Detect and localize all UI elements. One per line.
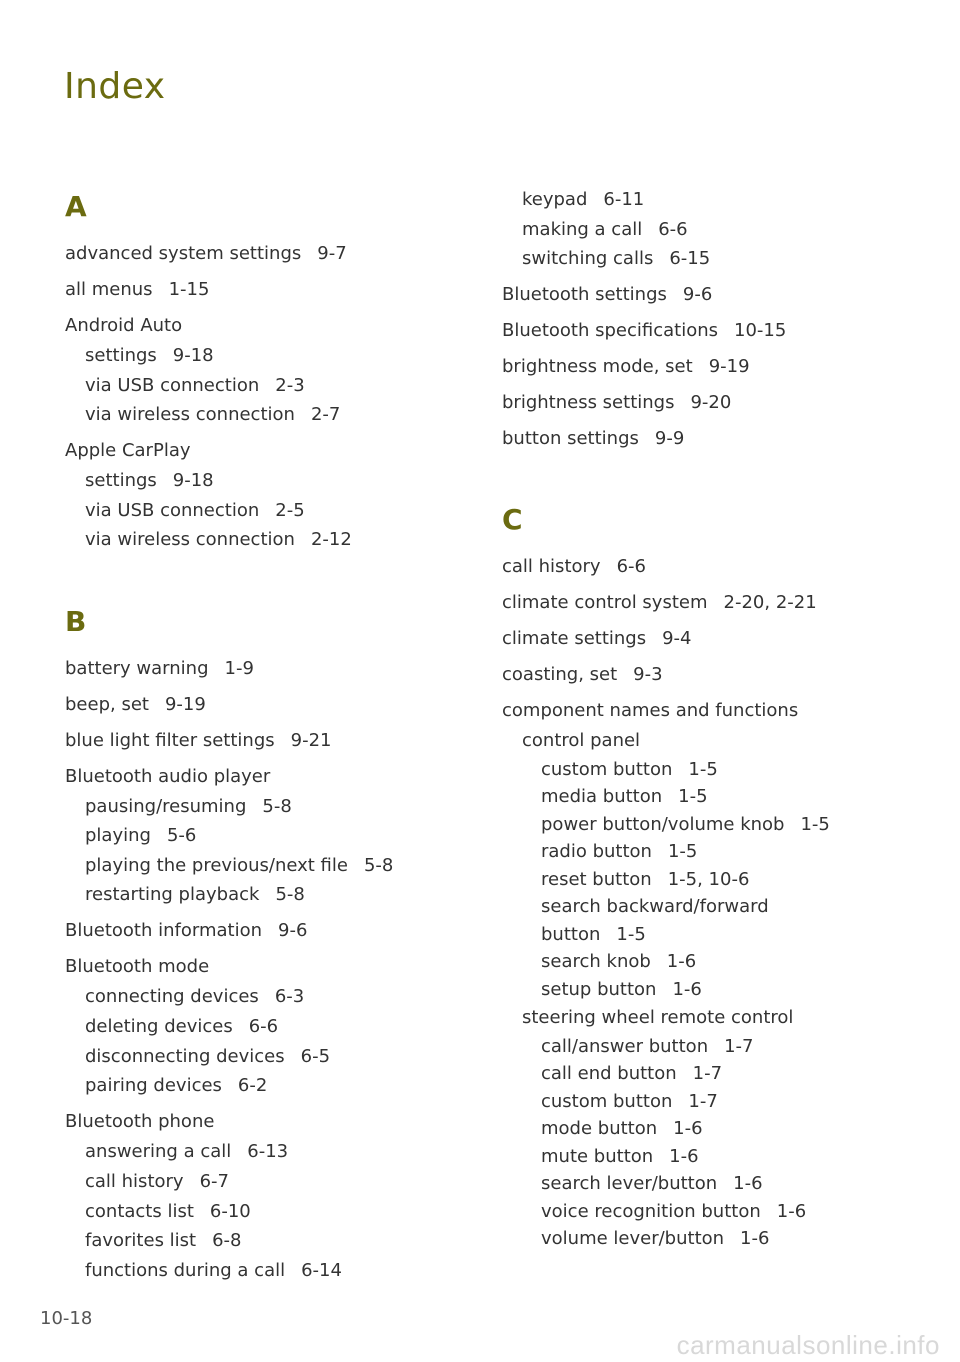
entry-term: pairing devices xyxy=(85,1075,222,1097)
subentry xyxy=(85,982,465,1012)
entry-term: coasting, set xyxy=(502,664,618,686)
subentry xyxy=(85,525,465,555)
entry-page: 1-5 xyxy=(667,868,698,890)
subentry xyxy=(522,244,902,274)
entry-page: 6-7 xyxy=(199,1170,229,1192)
subsubentry xyxy=(541,1060,902,1088)
entry-page: 1-15 xyxy=(168,279,210,300)
index-entry xyxy=(65,762,465,792)
subentry-list xyxy=(65,466,465,555)
subentry xyxy=(85,371,465,401)
subsubentry xyxy=(541,783,902,811)
entry-term: search backward/forward xyxy=(541,896,769,918)
entry-term: pausing/resuming xyxy=(85,795,247,817)
section-letter-c: C xyxy=(502,503,523,537)
entry-page: 6-6 xyxy=(616,556,646,578)
entry-term: custom button xyxy=(541,758,673,780)
entry-page: 9-20 xyxy=(690,392,732,414)
entry-term: via wireless connection xyxy=(85,529,295,551)
entry-page: 1-6 xyxy=(673,1118,703,1140)
subentry xyxy=(85,1167,465,1197)
entry-page: 5-8 xyxy=(363,854,394,876)
section-letter-b: B xyxy=(65,604,87,638)
entry-page: 1-6 xyxy=(666,951,697,973)
entry-page: 9-9 xyxy=(654,428,685,450)
entry-term: Bluetooth specifications xyxy=(502,320,718,342)
index-entry xyxy=(502,424,902,454)
entry-term: button settings xyxy=(502,428,639,450)
entry-term: mute button xyxy=(541,1145,654,1167)
subentry xyxy=(85,851,465,881)
entry-term: radio button xyxy=(541,841,652,863)
entry-page: 9-3 xyxy=(633,664,663,686)
entry-term: steering wheel remote control xyxy=(522,1007,794,1029)
entry-page: 9-18 xyxy=(172,470,214,492)
entry-page: 6-6 xyxy=(248,1016,279,1038)
index-entry xyxy=(65,690,465,720)
entry-page: 1-5 xyxy=(800,813,830,835)
subentry xyxy=(85,400,465,430)
entry-page: 6-11 xyxy=(603,189,645,210)
entry-term: contacts list xyxy=(85,1200,194,1222)
entry-term: beep, set xyxy=(65,693,149,715)
entry-page: 6-14 xyxy=(301,1259,342,1281)
index-column-left xyxy=(65,185,465,1292)
entry-page: 2-3 xyxy=(275,374,305,396)
page-number: 10-18 xyxy=(40,1308,93,1329)
entry-term: playing xyxy=(85,825,151,847)
index-column-right xyxy=(502,185,902,1259)
entry-page: 9-18 xyxy=(172,345,214,366)
entry-term: call history xyxy=(502,556,601,578)
subentry xyxy=(85,1256,465,1286)
entry-term: call history xyxy=(85,1170,184,1192)
entry-page: 1-5 xyxy=(678,786,708,808)
entry-page: 1-6 xyxy=(733,1173,763,1195)
entry-page: 6-10 xyxy=(209,1200,251,1222)
subentry xyxy=(85,341,465,371)
entry-term: battery warning xyxy=(65,657,209,679)
entry-page: 1-6 xyxy=(669,1145,699,1167)
index-entry xyxy=(502,588,902,618)
entry-term: media button xyxy=(541,786,663,808)
subsubentry xyxy=(541,976,902,1004)
entry-page: 1-7 xyxy=(688,1090,718,1112)
subsubentry xyxy=(541,1170,902,1198)
subsubentry xyxy=(541,893,902,921)
page-separator: , xyxy=(764,592,776,614)
index-entry xyxy=(502,660,902,690)
entry-page: 6-5 xyxy=(300,1045,331,1067)
subentry-list xyxy=(65,982,465,1100)
entry-term: favorites list xyxy=(85,1230,197,1252)
entry-term: via USB connection xyxy=(85,499,260,521)
subentry xyxy=(522,215,902,245)
entry-term: search lever/button xyxy=(541,1173,718,1195)
index-entry xyxy=(65,275,465,305)
entry-term: Apple CarPlay xyxy=(65,440,191,462)
entry-term: via wireless connection xyxy=(85,404,295,426)
entry-term: playing the previous/next file xyxy=(85,854,348,876)
entry-term: mode button xyxy=(541,1118,658,1140)
subentry-list xyxy=(65,1137,465,1285)
subsubentry-list xyxy=(522,756,902,1004)
entry-term: reset button xyxy=(541,868,652,890)
entry-page: 9-6 xyxy=(682,284,713,306)
entry-page: 6-6 xyxy=(658,218,688,240)
subentry-list-continued xyxy=(502,185,902,274)
index-entry xyxy=(502,352,902,382)
subentry xyxy=(85,1197,465,1227)
index-entry xyxy=(502,316,902,346)
subentry-list xyxy=(65,792,465,910)
entry-page: 9-21 xyxy=(290,729,332,751)
entry-page: 1-5 xyxy=(667,841,698,863)
entry-term: search knob xyxy=(541,951,651,973)
entry-term: keypad xyxy=(522,189,588,210)
entry-page: 9-19 xyxy=(164,693,206,715)
entry-page: 5-6 xyxy=(166,825,197,847)
entry-page: 6-3 xyxy=(274,986,305,1008)
subentry-list xyxy=(65,341,465,430)
index-entry xyxy=(65,239,465,269)
entry-term: functions during a call xyxy=(85,1259,286,1281)
entry-page: 6-15 xyxy=(669,248,711,270)
subentry xyxy=(85,792,465,822)
subsubentry xyxy=(541,948,902,976)
subentry xyxy=(85,1012,465,1042)
entry-page: 6-13 xyxy=(247,1141,289,1163)
index-entry xyxy=(65,311,465,341)
entry-page: 2-20 xyxy=(723,592,765,614)
entry-term: custom button xyxy=(541,1090,673,1112)
entry-term: call end button xyxy=(541,1063,677,1085)
subentry xyxy=(85,1071,465,1101)
subsubentry xyxy=(541,1198,902,1226)
subsubentry xyxy=(541,1143,902,1171)
entry-term: Bluetooth information xyxy=(65,920,262,942)
entry-term: brightness mode, set xyxy=(502,356,693,378)
entry-term: making a call xyxy=(522,218,643,240)
entry-term: advanced system settings xyxy=(65,243,302,264)
entry-page: 1-6 xyxy=(672,978,702,1000)
entry-term: via USB connection xyxy=(85,374,260,396)
subsubentry xyxy=(541,1115,902,1143)
page-title: Index xyxy=(64,66,166,107)
entry-page: 2-21 xyxy=(775,592,817,614)
subentry xyxy=(522,185,902,215)
entry-term: blue light filter settings xyxy=(65,729,275,751)
subentry xyxy=(522,726,902,756)
entry-term: power button/volume knob xyxy=(541,813,785,835)
index-entry xyxy=(65,436,465,466)
entry-term: restarting playback xyxy=(85,884,260,906)
entry-term: Bluetooth phone xyxy=(65,1111,215,1133)
entry-term: Bluetooth settings xyxy=(502,284,667,306)
subentry xyxy=(85,496,465,526)
entry-page: 5-8 xyxy=(262,795,292,817)
page-separator: , xyxy=(697,868,709,890)
index-entry xyxy=(65,654,465,684)
entry-page: 6-2 xyxy=(237,1075,268,1097)
index-entry xyxy=(502,624,902,654)
entry-term: component names and functions xyxy=(502,700,799,722)
entry-term: call/answer button xyxy=(541,1035,709,1057)
subsubentry xyxy=(541,811,902,839)
entry-page: 1-7 xyxy=(724,1035,754,1057)
entry-page: 9-6 xyxy=(278,920,308,942)
entry-page: 2-12 xyxy=(310,529,352,551)
subsubentry xyxy=(541,1225,902,1253)
subentry xyxy=(85,1137,465,1167)
subentry xyxy=(85,1042,465,1072)
entry-term: Android Auto xyxy=(65,315,183,336)
index-entry xyxy=(65,952,465,982)
index-entry xyxy=(502,388,902,418)
entry-term: control panel xyxy=(522,730,641,752)
index-entry xyxy=(65,916,465,946)
entry-page: 1-9 xyxy=(224,657,254,679)
entry-term: all menus xyxy=(65,279,153,300)
entry-term: climate settings xyxy=(502,628,647,650)
subsubentry xyxy=(541,1033,902,1061)
subsubentry xyxy=(541,866,902,894)
entry-term: switching calls xyxy=(522,248,654,270)
entry-page: 9-19 xyxy=(708,356,750,378)
entry-page: 1-6 xyxy=(776,1200,807,1222)
index-entry xyxy=(65,726,465,756)
subsubentry-continued xyxy=(541,921,902,949)
index-entry xyxy=(502,280,902,310)
entry-page: 10-6 xyxy=(708,868,750,890)
entry-term: button xyxy=(541,923,601,945)
entry-page: 6-8 xyxy=(212,1230,242,1252)
entry-page: 1-5 xyxy=(688,758,718,780)
entry-page: 1-7 xyxy=(692,1063,723,1085)
subsubentry-list xyxy=(522,1033,902,1253)
subentry xyxy=(85,821,465,851)
entry-term: voice recognition button xyxy=(541,1200,761,1222)
entry-page: 1-6 xyxy=(740,1228,770,1250)
index-entry xyxy=(65,1107,465,1137)
entry-term: volume lever/button xyxy=(541,1228,725,1250)
entry-page: 2-5 xyxy=(275,499,305,521)
section-letter-a: A xyxy=(65,190,87,223)
entry-term: climate control system xyxy=(502,592,708,614)
index-entry xyxy=(502,696,902,726)
entry-term: Bluetooth mode xyxy=(65,956,210,978)
entry-term: settings xyxy=(85,470,157,492)
entry-term: connecting devices xyxy=(85,986,259,1008)
subentry xyxy=(85,1226,465,1256)
entry-term: brightness settings xyxy=(502,392,675,414)
entry-page: 9-4 xyxy=(662,628,692,650)
subsubentry xyxy=(541,1088,902,1116)
index-entry xyxy=(502,552,902,582)
entry-page: 10-15 xyxy=(734,320,787,342)
subentry xyxy=(522,1003,902,1033)
entry-term: disconnecting devices xyxy=(85,1045,285,1067)
entry-term: setup button xyxy=(541,978,657,1000)
entry-page: 2-7 xyxy=(310,404,341,426)
watermark: carmanualsonline.info xyxy=(676,1330,940,1360)
entry-term: settings xyxy=(85,345,157,366)
entry-term: answering a call xyxy=(85,1141,232,1163)
subsubentry xyxy=(541,756,902,784)
entry-page: 5-8 xyxy=(275,884,305,906)
subentry-list xyxy=(502,726,902,1253)
entry-term: Bluetooth audio player xyxy=(65,765,271,787)
entry-page: 9-7 xyxy=(317,243,347,264)
entry-term: deleting devices xyxy=(85,1016,233,1038)
subsubentry xyxy=(541,838,902,866)
subentry xyxy=(85,466,465,496)
entry-page: 1-5 xyxy=(616,923,646,945)
subentry xyxy=(85,880,465,910)
